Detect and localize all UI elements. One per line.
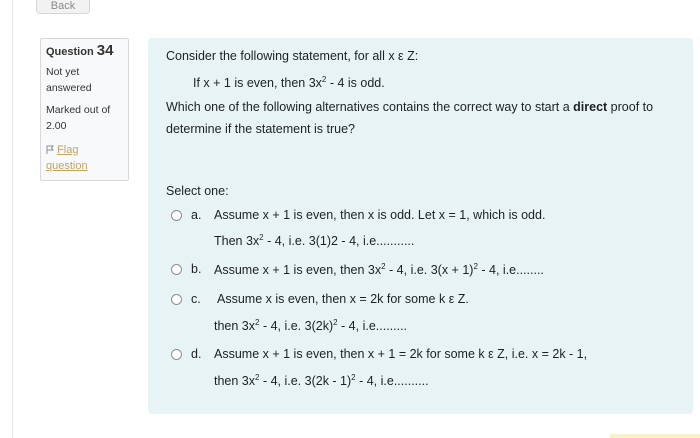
- option-c-l2b: - 4, i.e. 3(2k): [259, 319, 334, 333]
- option-c-l2sup2: 2: [333, 318, 338, 327]
- prompt-bold: direct: [573, 100, 608, 114]
- option-d-l2sup1: 2: [255, 373, 260, 382]
- option-b-l1c: - 4, i.e........: [477, 263, 544, 277]
- option-c-l2a: then 3x: [214, 319, 256, 333]
- option-b-l1sup2: 2: [473, 262, 478, 271]
- option-d-l2sup2: 2: [351, 373, 356, 382]
- question-label: Question: [46, 46, 94, 58]
- question-prompt: [166, 100, 653, 114]
- question-title: [46, 43, 123, 60]
- option-b-radio[interactable]: [171, 264, 182, 275]
- prompt-text-a: Which one of the following alternatives contains the correct way to start a: [166, 100, 574, 114]
- question-marks: Marked out of 2.00: [46, 104, 111, 132]
- option-d-line1: Assume x + 1 is even, then x + 1 = 2k for some k ε Z, i.e. x = 2k - 1,: [214, 347, 588, 361]
- statement-sup: 2: [321, 75, 327, 84]
- question-info-panel: [40, 38, 129, 181]
- option-c-line1: Assume x is even, then x = 2k for some k ε Z.: [217, 292, 469, 306]
- option-d-letter: d.: [191, 347, 202, 361]
- option-b-l1sup1: 2: [381, 262, 386, 271]
- option-d-line2: [214, 373, 429, 388]
- option-c-l2sup1: 2: [255, 318, 260, 327]
- back-button[interactable]: Back: [36, 0, 90, 14]
- flag-question-label[interactable]: Flag question: [46, 144, 88, 172]
- option-b-line1: [214, 262, 544, 277]
- option-c-radio[interactable]: [171, 294, 182, 305]
- option-a-letter: a.: [191, 208, 202, 222]
- option-d-l2a: then 3x: [214, 374, 256, 388]
- option-a-l2a: Then 3x: [214, 234, 260, 248]
- option-c-line2: [214, 318, 407, 333]
- option-a-l2sup: 2: [259, 233, 264, 242]
- option-c-letter: c.: [191, 292, 201, 306]
- question-content: [148, 38, 693, 414]
- option-b-l1b: - 4, i.e. 3(x + 1): [385, 263, 474, 277]
- option-a-radio[interactable]: [171, 210, 182, 221]
- flag-icon[interactable]: [46, 145, 54, 154]
- question-state: Not yet answered: [46, 66, 92, 94]
- bottom-highlight: [610, 434, 700, 438]
- question-prompt-line2: determine if the statement is true?: [166, 122, 355, 136]
- option-b-letter: b.: [191, 262, 202, 276]
- option-d-l2c: - 4, i.e..........: [355, 374, 429, 388]
- page-left-border: [12, 0, 13, 438]
- option-b-l1a: Assume x + 1 is even, then 3x: [214, 263, 382, 277]
- option-d-l2b: - 4, i.e. 3(2k - 1): [259, 374, 352, 388]
- option-a-line1: Assume x + 1 is even, then x is odd. Let x = 1, which is odd.: [214, 208, 546, 222]
- flag-question-link[interactable]: [46, 142, 123, 174]
- statement-text-b: - 4 is odd.: [326, 76, 385, 90]
- prompt-text-b: proof to: [607, 100, 654, 114]
- question-intro: Consider the following statement, for all x ε Z:: [166, 49, 419, 63]
- option-d-radio[interactable]: [171, 349, 182, 360]
- question-number: 34: [96, 42, 114, 59]
- option-a-l2b: - 4, i.e. 3(1)2 - 4, i.e...........: [263, 234, 415, 248]
- option-a-line2: [214, 233, 414, 248]
- option-c-l2c: - 4, i.e.........: [337, 319, 408, 333]
- select-one-label: Select one:: [166, 184, 229, 198]
- statement-text-a: If x + 1 is even, then 3x: [193, 76, 322, 90]
- question-statement: [193, 75, 385, 90]
